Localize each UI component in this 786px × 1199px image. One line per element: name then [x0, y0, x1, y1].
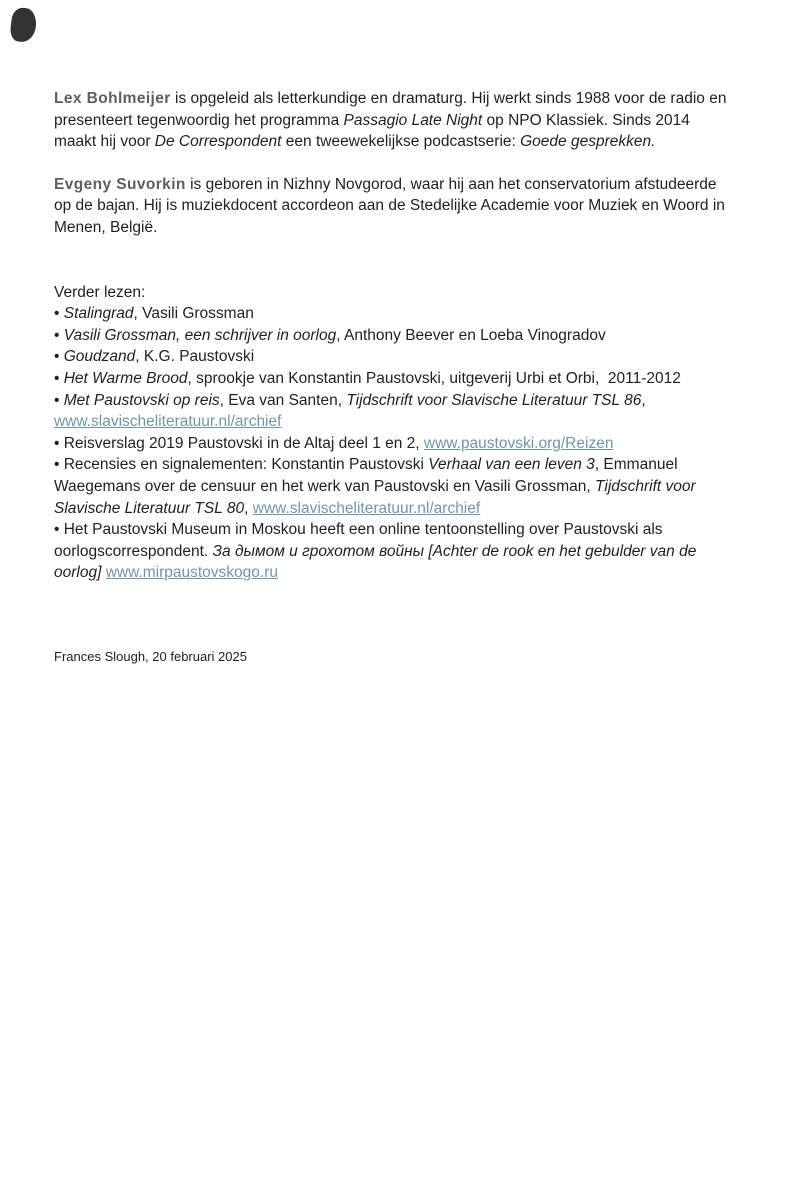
bio-lex-bohlmeijer-run-2: Passagio Late Night: [343, 111, 483, 129]
reading-item-recensies-signalementen-run-4: ,: [244, 499, 253, 517]
bio-lex-bohlmeijer-run-5: een tweewekelijkse podcastserie:: [281, 133, 521, 151]
bio-lex-bohlmeijer-run-3: op NPO Klassiek. Sinds 2014 maakt hij voor: [54, 111, 695, 151]
document-body: [54, 88, 735, 666]
reading-item-goudzand: [54, 346, 735, 368]
bio-lex-bohlmeijer-run-4: De Correspondent: [154, 133, 282, 151]
reading-item-reisverslag-altaj: [54, 433, 735, 455]
reading-item-met-paustovski-op-reis: [54, 390, 735, 433]
bio-lex-bohlmeijer-run-6: Goede gesprekken.: [520, 133, 656, 151]
scan-artifact-mark: [9, 7, 38, 44]
reading-item-vasili-grossman-run-2: , Anthony Beever en Loeba Vinogradov: [336, 326, 606, 344]
reading-item-met-paustovski-op-reis-run-0: •: [54, 391, 64, 409]
reading-item-reisverslag-altaj-run-0: • Reisverslag 2019 Paustovski in de Altaj deel 1 en 2,: [54, 434, 424, 452]
reading-item-recensies-signalementen-run-2: , Emmanuel Waegemans over de censuur en het werk van Paustovski en Vasili Grossman,: [54, 456, 682, 495]
bio-lex-bohlmeijer: [54, 88, 735, 153]
reading-item-recensies-signalementen-run-3: Tijdschrift voor Slavische Literatuur TSL 80: [54, 477, 700, 517]
reading-item-paustovski-museum: [54, 519, 735, 584]
reading-item-stalingrad-run-1: Stalingrad: [63, 305, 134, 323]
bio-evgeny-suvorkin: [54, 174, 735, 239]
reading-item-goudzand-run-1: Goudzand: [63, 348, 136, 366]
link-www-paustovski-org-reizen[interactable]: www.paustovski.org/Reizen: [423, 434, 614, 452]
reading-item-vasili-grossman-run-1: Vasili Grossman, een schrijver in oorlog: [63, 326, 337, 344]
bio-evgeny-suvorkin-run-0: Evgeny Suvorkin: [54, 175, 186, 193]
signature-line: Frances Slough, 20 februari 2025: [54, 648, 247, 664]
reading-item-vasili-grossman-run-0: •: [54, 326, 64, 344]
bio-evgeny-suvorkin-run-1: is geboren in Nizhny Novgorod, waar hij aan het conservatorium afstudeerde op de bajan. Hij is muziekdocent accordeon aan de Stedelijke Academie voor Muziek en Woord in Menen, België.: [54, 175, 730, 236]
reading-item-het-warme-brood-run-0: •: [54, 369, 64, 387]
bio-lex-bohlmeijer-run-0: Lex Bohlmeijer: [54, 90, 171, 107]
reading-item-goudzand-run-2: , K.G. Paustovski: [135, 348, 255, 366]
reading-item-goudzand-run-0: •: [54, 348, 64, 366]
reading-item-paustovski-museum-run-0: • Het Paustovski Museum in Moskou heeft een online tentoonstelling over Paustovski als oorlogscorrespondent.: [54, 521, 667, 560]
reading-item-recensies-signalementen-run-0: • Recensies en signalementen: Konstantin Paustovski: [54, 456, 429, 474]
reading-item-recensies-signalementen-run-1: Verhaal van een leven 3: [428, 456, 595, 474]
link-www-mirpaustovskogo-ru[interactable]: www.mirpaustovskogo.ru: [105, 564, 279, 582]
reading-item-stalingrad-run-0: •: [54, 305, 64, 323]
link-www-slavischeliteratuur-nl-archief[interactable]: www.slavischeliteratuur.nl/archief: [252, 499, 481, 517]
bio-lex-bohlmeijer-run-1: is opgeleid als letterkundige en dramaturg. Hij werkt sinds 1988 voor de radio en presenteert tegenwoordig het programma: [54, 90, 731, 129]
reading-item-paustovski-museum-run-1: За дымом и грохотом войны [Achter de rook en het gebulder van de oorlog]: [54, 542, 701, 582]
reading-item-stalingrad-run-2: , Vasili Grossman: [133, 305, 254, 323]
reading-item-met-paustovski-op-reis-run-2: , Eva van Santen,: [219, 391, 347, 409]
reading-item-het-warme-brood-run-2: , sprookje van Konstantin Paustovski, uitgeverij Urbi et Orbi, 2011-2012: [187, 369, 681, 387]
text-blocks: [54, 88, 735, 584]
reading-item-het-warme-brood: [54, 368, 735, 390]
reading-item-vasili-grossman: [54, 325, 735, 347]
reading-item-met-paustovski-op-reis-run-3: Tijdschrift voor Slavische Literatuur TSL 86: [346, 391, 642, 409]
reading-item-het-warme-brood-run-1: Het Warme Brood: [63, 369, 188, 387]
reading-item-recensies-signalementen: [54, 454, 735, 519]
link-www-slavischeliteratuur-nl-archief[interactable]: www.slavischeliteratuur.nl/archief: [54, 413, 282, 431]
reading-item-met-paustovski-op-reis-run-1: Met Paustovski op reis: [63, 391, 220, 409]
further-reading-heading: [54, 282, 735, 304]
further-reading-heading-run-0: Verder lezen:: [54, 283, 146, 301]
reading-item-stalingrad: [54, 303, 735, 325]
reading-item-met-paustovski-op-reis-run-4: ,: [641, 391, 651, 409]
